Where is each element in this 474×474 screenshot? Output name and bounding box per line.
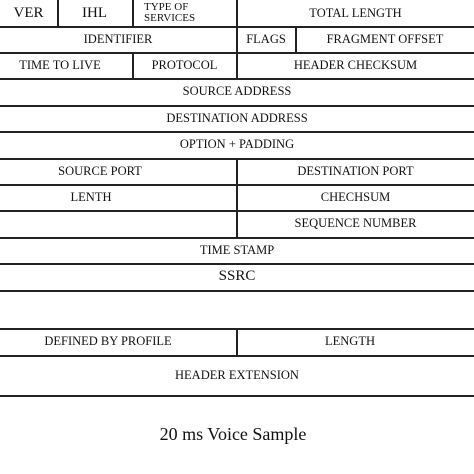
ihl-field: IHL — [82, 4, 107, 21]
destination-port-field: DESTINATION PORT — [297, 163, 414, 178]
ssrc-field: SSRC — [218, 268, 256, 284]
fragment-offset-field: FRAGMENT OFFSET — [326, 31, 444, 46]
header-extension-field: HEADER EXTENSION — [175, 367, 299, 382]
ver-field: VER — [13, 4, 44, 21]
sequence-number-field: SEQUENCE NUMBER — [294, 216, 417, 230]
column-divider — [132, 0, 134, 26]
type-of-services-field: TYPE OF SERVICES — [144, 1, 196, 24]
destination-address-field: DESTINATION ADDRESS — [166, 110, 308, 125]
source-port-field: SOURCE PORT — [58, 163, 142, 178]
udp-length-field: LENTH — [70, 189, 112, 204]
voice-sample-payload: 20 ms Voice Sample — [159, 424, 307, 444]
defined-by-profile-field: DEFINED BY PROFILE — [44, 334, 172, 348]
identifier-field: IDENTIFIER — [83, 31, 153, 46]
total-length-field: TOTAL LENGTH — [309, 5, 402, 20]
option-padding-field: OPTION + PADDING — [179, 137, 295, 151]
header-checksum-field: HEADER CHECKSUM — [293, 57, 418, 72]
extension-length-field: LENGTH — [325, 334, 375, 348]
time-to-live-field: TIME TO LIVE — [19, 57, 101, 72]
time-stamp-field: TIME STAMP — [199, 242, 275, 257]
source-address-field: SOURCE ADDRESS — [182, 84, 292, 98]
udp-checksum-field: CHECHSUM — [320, 189, 391, 204]
row-divider — [0, 290, 474, 292]
protocol-field: PROTOCOL — [151, 57, 218, 72]
flags-field: FLAGS — [246, 31, 286, 46]
